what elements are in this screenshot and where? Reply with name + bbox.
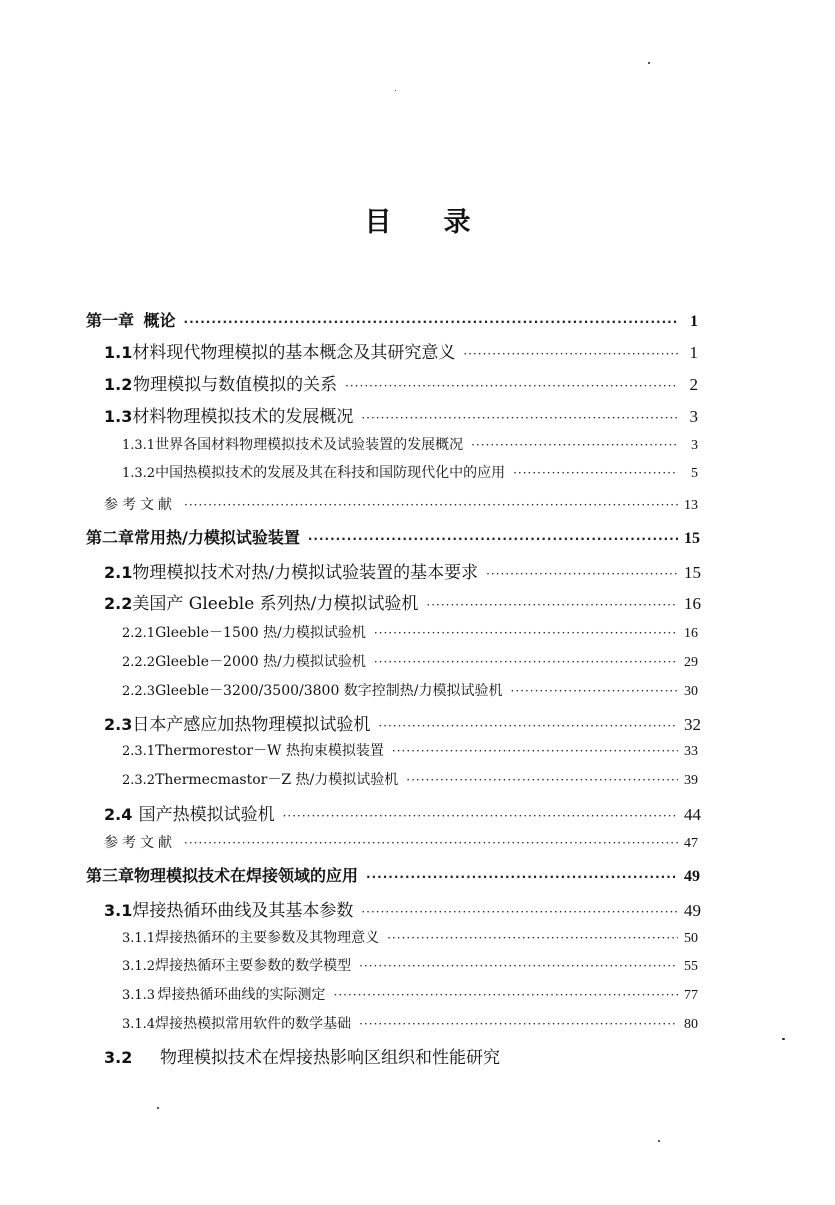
scan-speck [658,1140,660,1142]
toc-entry-section[interactable] [104,370,698,398]
toc-title: 世界各国材料物理模拟技术及试验装置的发展概况 [155,437,464,453]
dot-leader [361,905,678,919]
toc-title: 常用热/力模拟试验装置 [134,528,300,547]
toc-title: 焊接热循环主要参数的数学模型 [155,958,352,974]
toc-number: 第三章 [86,866,135,885]
toc-number: 2.2.1 [122,626,156,641]
toc-number: 1.3.1 [122,438,156,453]
scan-speck [395,90,396,91]
toc-number: 2.1 [104,563,133,582]
scan-speck [157,1107,159,1109]
dot-leader [471,438,678,452]
toc-title: Thermorestor－W 热拘束模拟装置 [155,743,384,759]
toc-number: 3.2 [104,1048,133,1067]
dot-leader [374,626,678,640]
dot-leader [334,988,679,1002]
toc-title: 参考文献 [104,835,176,851]
toc-title: 材料现代物理模拟的基本概念及其研究意义 [132,343,456,363]
toc-number: 2.2 [104,594,133,613]
toc-entry-subsection[interactable] [122,651,698,679]
dot-leader [184,836,678,850]
scan-speck [648,62,650,64]
toc-entry-chapter-2[interactable] [86,525,698,553]
dot-leader [513,466,678,480]
toc-page-number: 2 [689,375,698,394]
toc-title: 焊接热循环的主要参数及其物理意义 [155,930,380,946]
toc-entry-chapter-1[interactable] [86,308,698,336]
toc-number: 3.1.2 [122,959,156,974]
toc-page-number: 49 [684,868,700,885]
toc-title: 国产热模拟试验机 [138,805,275,825]
dot-leader [361,411,678,425]
dot-leader [374,655,678,669]
toc-page-number: 30 [684,684,698,699]
toc-entry-section[interactable] [104,896,701,924]
toc-title: 焊接热循环曲线的实际测定 [157,987,326,1003]
dot-leader [184,315,678,329]
toc-title: Gleeble－2000 热/力模拟试验机 [155,654,366,670]
toc-entry-subsection[interactable] [122,434,698,462]
toc-entry-subsection[interactable] [122,622,698,650]
toc-page-number: 49 [684,901,701,920]
toc-entry-section[interactable] [104,589,701,617]
toc-number: 2.3.1 [122,744,156,759]
toc-entry-subsection[interactable] [122,927,698,955]
dot-leader [345,379,678,393]
toc-title: 日本产感应加热物理模拟试验机 [132,715,371,735]
toc-entry-subsection[interactable] [122,955,698,983]
toc-number: 1.3 [104,407,133,426]
toc-title: Gleeble－1500 热/力模拟试验机 [155,625,366,641]
toc-page-number: 1 [689,343,698,362]
dot-leader [392,744,678,758]
toc-number: 2.2.2 [122,655,156,670]
toc-entry-references[interactable] [104,494,698,522]
toc-number: 第二章 [86,528,135,547]
toc-number: 2.2.3 [122,684,156,699]
toc-number: 2.3.2 [122,773,156,788]
toc-page-number: 50 [684,931,698,946]
dot-leader [378,719,678,733]
dot-leader [184,498,678,512]
dot-leader [308,532,678,546]
dot-leader [511,684,678,698]
toc-entry-subsection[interactable] [122,1013,698,1041]
toc-number: 3.1.1 [122,931,156,946]
toc-page-number: 80 [684,1017,698,1032]
toc-title: 焊接热循环曲线及其基本参数 [132,901,354,921]
dot-leader [366,870,678,884]
toc-page-number: 1 [690,313,698,330]
toc-title: 概论 [143,311,176,330]
toc-entry-references[interactable] [104,832,698,860]
toc-entry-chapter-3[interactable] [86,863,698,891]
toc-number: 3.1 [104,901,133,920]
toc-title: 焊接热模拟常用软件的数学基础 [155,1016,352,1032]
dot-leader [426,598,678,612]
toc-page-number: 32 [684,715,701,734]
toc-entry-section[interactable] [104,1043,698,1071]
toc-page-number: 15 [684,563,701,582]
toc-page-number: 55 [684,959,698,974]
dot-leader [463,347,678,361]
toc-title: 材料物理模拟技术的发展概况 [132,407,354,427]
toc-entry-section[interactable] [104,338,698,366]
toc-page-number: 3 [691,438,698,453]
toc-page-number: 13 [684,498,698,513]
toc-number: 3.1.4 [122,1017,156,1032]
toc-page-number: 39 [684,773,698,788]
toc-entry-section[interactable] [104,402,698,430]
toc-number: 1.2 [104,375,133,394]
toc-number: 1.1 [104,343,133,362]
toc-page-number: 44 [684,805,701,824]
toc-entry-subsection[interactable] [122,769,698,797]
toc-title: 中国热模拟技术的发展及其在科技和国防现代化中的应用 [155,465,506,481]
toc-number: 2.3 [104,715,133,734]
toc-number: 第一章 [86,311,135,330]
dot-leader [387,931,678,945]
toc-page-number: 5 [691,466,698,481]
dot-leader [359,959,678,973]
toc-title: 物理模拟与数值模拟的关系 [133,375,338,395]
dot-leader [406,773,678,787]
toc-entry-subsection[interactable] [122,740,698,768]
page-title-char-1: 目 [364,207,392,238]
toc-title: Gleeble－3200/3500/3800 数字控制热/力模拟试验机 [155,683,503,699]
toc-title: 物理模拟技术在焊接领域的应用 [134,866,359,885]
toc-title: 美国产 Gleeble 系列热/力模拟试验机 [132,594,419,614]
toc-title: Thermecmastor－Z 热/力模拟试验机 [155,772,399,788]
page-title [0,200,835,239]
toc-page-number: 33 [684,744,698,759]
toc-entry-section[interactable] [104,800,701,828]
dot-leader [486,567,678,581]
toc-page-number: 29 [684,655,698,670]
dot-leader [359,1017,678,1031]
toc-title: 物理模拟技术在焊接热影响区组织和性能研究 [160,1048,500,1068]
toc-entry-subsection[interactable] [122,680,698,708]
toc-entry-section[interactable] [104,710,701,738]
toc-entry-section[interactable] [104,558,701,586]
toc-entry-subsection[interactable] [122,462,698,490]
scan-speck [782,1038,785,1040]
toc-page-number: 16 [684,626,698,641]
toc-number: 1.3.2 [122,466,156,481]
toc-page-number: 16 [684,594,701,613]
toc-page-number: 15 [684,530,700,547]
toc-entry-subsection[interactable] [122,984,698,1012]
toc-title: 物理模拟技术对热/力模拟试验装置的基本要求 [132,563,479,583]
toc-page-number: 77 [684,988,698,1003]
toc-number: 3.1.3 [122,988,156,1003]
page-title-char-2: 录 [443,207,471,238]
toc-page-number: 3 [689,407,698,426]
dot-leader [283,809,678,823]
toc-title: 参考文献 [104,497,176,513]
toc-number: 2.4 [104,805,133,824]
toc-page-number: 47 [684,836,698,851]
